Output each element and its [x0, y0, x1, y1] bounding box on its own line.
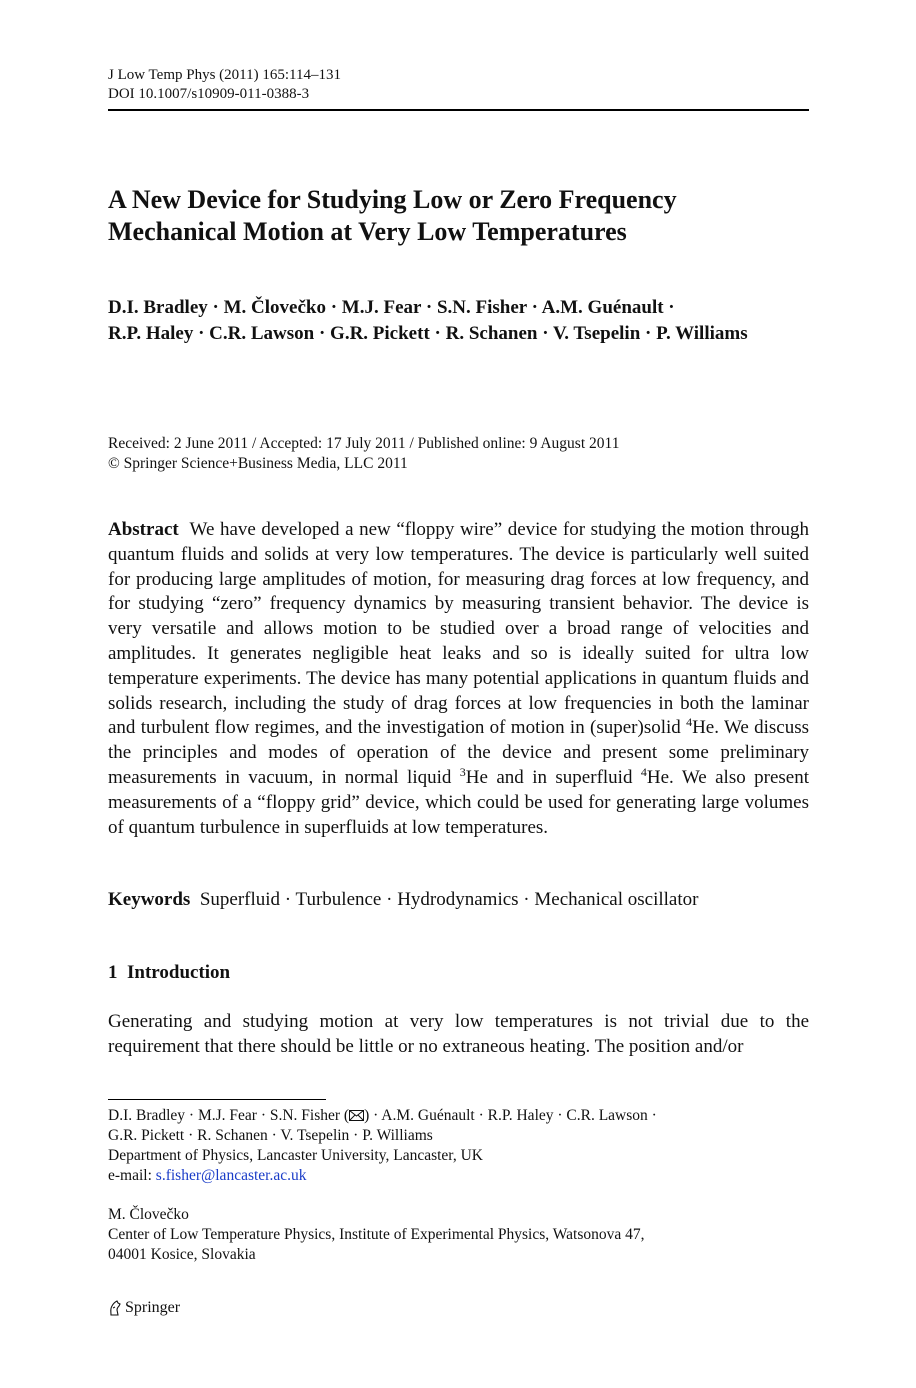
publication-dates	[108, 434, 809, 474]
springer-horse-icon	[108, 1300, 122, 1316]
email-line: e-mail: s.fisher@lancaster.ac.uk	[108, 1167, 307, 1184]
isotope-superscript: 3	[459, 764, 466, 779]
doi: DOI 10.1007/s10909-011-0388-3	[108, 86, 310, 102]
envelope-icon	[349, 1110, 364, 1121]
email-link[interactable]: s.fisher@lancaster.ac.uk	[155, 1167, 307, 1184]
copyright: © Springer Science+Business Media, LLC 2011	[108, 455, 408, 472]
intro-paragraph: Generating and studying motion at very low temperatures is not trivial due to the requirement that there should be little or no extraneous heating. The position and/or	[108, 1011, 809, 1057]
abstract-label: Abstract	[108, 519, 179, 540]
author-list	[108, 295, 828, 347]
affil2-address: 04001 Kosice, Slovakia	[108, 1246, 256, 1263]
title-line-1: A New Device for Studying Low or Zero Frequency	[108, 185, 677, 214]
keywords	[108, 888, 809, 912]
isotope-superscript: 4	[686, 715, 693, 730]
keywords-label: Keywords	[108, 889, 191, 910]
publisher-name: Springer	[125, 1299, 181, 1316]
section-number: 1	[108, 962, 118, 983]
affil-authors-line-1: D.I. Bradley · M.J. Fear · S.N. Fisher ( ) · A.M. Guénault · R.P. Haley · C.R. Lawson ·	[108, 1107, 657, 1124]
paper-title	[108, 184, 809, 248]
journal-header	[108, 66, 809, 104]
abstract-text-1: We have developed a new “floppy wire” device for studying the motion through quantum fluids and solids at very low temperatures. The device is particularly well suited for producing large amplitudes of motion, for measuring drag forces at low frequency, and for studying “zero” frequency dynamics by measuring transient behavior. The device is very versatile and allows motion to be studied over a broad range of velocities and amplitudes. It generates negligible heat leaks and so is ideally suited for ultra low temperature experiments. The device has many potential applications in quantum fluids and solids research, including the study of drag forces at low frequencies in both the laminar and turbulent flow regimes, and the investigation of motion in (super)solid	[108, 519, 809, 739]
abstract-text-4: He. We also present measurements of a “floppy grid” device, which could be used for generating large volumes of quantum turbulence in superfluids at low temperatures.	[108, 766, 810, 838]
affil2-institute: Center of Low Temperature Physics, Institute of Experimental Physics, Watsonova 47,	[108, 1226, 645, 1243]
affil2-name: M. Človečko	[108, 1206, 189, 1223]
section-title: Introduction	[127, 962, 231, 983]
title-line-2: Mechanical Motion at Very Low Temperatures	[108, 217, 627, 246]
header-rule	[108, 109, 809, 111]
affil-department: Department of Physics, Lancaster University, Lancaster, UK	[108, 1147, 483, 1164]
section-heading	[108, 961, 230, 985]
authors-line-1: D.I. Bradley · M. Človečko · M.J. Fear · S.N. Fisher · A.M. Guénault ·	[108, 297, 675, 318]
abstract-text-2: He. We discuss the principles and modes of operation of the device and present some preliminary measurements in vacuum, in normal liquid	[108, 717, 809, 788]
affiliation-lancaster	[108, 1106, 809, 1186]
keywords-text: Superfluid · Turbulence · Hydrodynamics · Mechanical oscillator	[199, 889, 699, 910]
journal-citation: J Low Temp Phys (2011) 165:114–131	[108, 67, 341, 83]
authors-line-2: R.P. Haley · C.R. Lawson · G.R. Pickett · R. Schanen · V. Tsepelin · P. Williams	[108, 323, 748, 344]
abstract-text-3: He and in superfluid	[465, 766, 641, 788]
received-dates: Received: 2 June 2011 / Accepted: 17 July 2011 / Published online: 9 August 2011	[108, 435, 620, 452]
publisher-logo	[108, 1298, 180, 1318]
footnote-rule	[108, 1099, 326, 1100]
affiliation-kosice	[108, 1205, 809, 1265]
affil-authors-line-2: G.R. Pickett · R. Schanen · V. Tsepelin · P. Williams	[108, 1127, 433, 1144]
isotope-superscript: 4	[640, 764, 647, 779]
abstract	[108, 518, 809, 840]
